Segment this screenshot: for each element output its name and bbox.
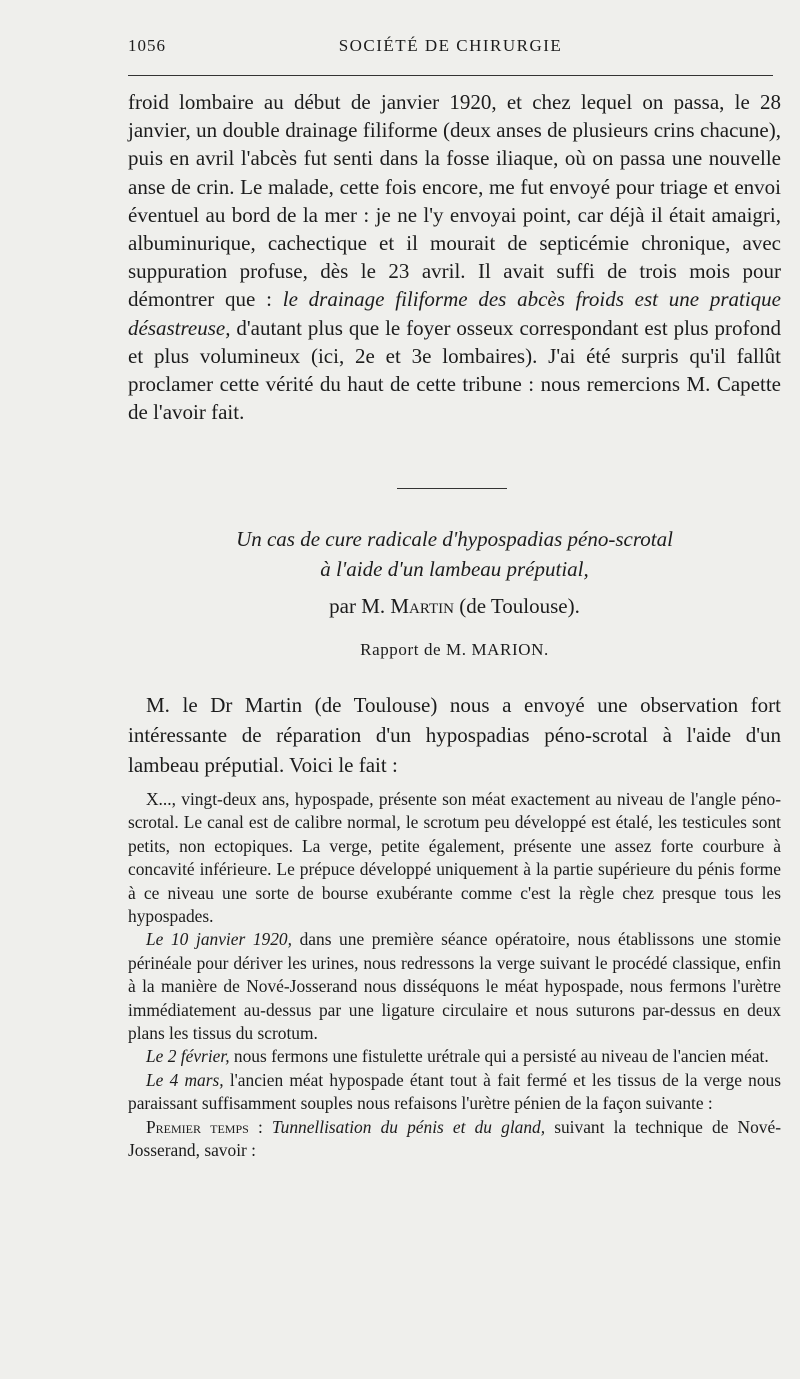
observation-section <box>128 788 781 1163</box>
article-byline <box>128 594 781 619</box>
step-label: Premier temps <box>146 1116 249 1137</box>
observation-text-3: l'ancien méat hypospade étant tout à fait fermé et les tissus de la verge nous paraissant suffisamment souples nous refaisons l'urètre pénien de la façon suivante : <box>128 1069 781 1114</box>
observation-paragraph-2 <box>128 928 781 1045</box>
intro-paragraph <box>128 690 781 780</box>
running-head: SOCIÉTÉ DE CHIRURGIE <box>338 36 563 55</box>
article-title-line-1: Un cas de cure radicale d'hypospadias péno-scrotal <box>236 527 673 551</box>
observation-paragraph-3 <box>128 1045 781 1068</box>
byline-suffix: (de Toulouse). <box>453 594 580 618</box>
observation-date-3: Le 4 mars, <box>146 1069 224 1090</box>
report-line: Rapport de M. MARION. <box>360 640 549 659</box>
section-separator <box>397 488 507 489</box>
header-rule <box>128 75 773 76</box>
observation-paragraph-5 <box>128 1116 781 1163</box>
continuation-text-b: d'autant plus que le foyer osseux correspondant est plus profond et plus volumineux (ici, 2e et 3e lombaires). J'ai été surpris qu'il fallût proclamer cette vérité du haut de cette tribune : nous remercions M. Capette de l'avoir fait. <box>128 315 781 425</box>
observation-date-1: Le 10 janvier 1920, <box>146 929 292 950</box>
intro-text: M. le Dr Martin (de Toulouse) nous a envoyé une observation fort intéressante de réparation d'un hypospadias péno-scrotal à l'aide d'un lambeau préputial. Voici le fait : <box>128 693 781 777</box>
observation-text-2: nous fermons une fistulette urétrale qui a persisté au niveau de l'ancien méat. <box>229 1046 769 1067</box>
continuation-emphasis: le drainage filiforme des abcès froids est une pratique désastreuse, <box>128 287 782 340</box>
observation-date-2: Le 2 février, <box>146 1046 230 1067</box>
step-separator: : <box>248 1116 272 1137</box>
observation-paragraph-4 <box>128 1069 781 1116</box>
step-title: Tunnellisation du pénis et du gland, <box>271 1116 546 1137</box>
page-number: 1056 <box>128 36 166 55</box>
continuation-text-a: froid lombaire au début de janvier 1920, et chez lequel on passa, le 28 janvier, un double drainage filiforme (deux anses de plusieurs crins chacune), puis en avril l'abcès fut senti dans la fosse iliaque, où on passa une nouvelle anse de crin. Le malade, cette fois encore, me fut envoyé pour triage et envoi éventuel au bord de la mer : je ne l'y envoyai point, car déjà il était amaigri, albuminurique, cachectique et il mourait de septicémie chronique, avec suppuration profuse, dès le 23 avril. Il avait suffi de trois mois pour démontrer que : <box>128 90 781 312</box>
author-name: Martin <box>390 594 454 618</box>
article-title-line-2: à l'aide d'un lambeau préputial, <box>320 557 589 581</box>
page-header <box>128 36 773 62</box>
step-text: suivant la technique de Nové-Josserand, savoir : <box>128 1116 781 1161</box>
continuation-paragraph <box>128 88 781 426</box>
observation-paragraph-1: X..., vingt-deux ans, hypospade, présente son méat exactement au niveau de l'angle péno-scrotal. Le canal est de calibre normal, le scrotum peu développé est étalé, les testicules sont petits, non ectopiques. La verge, petite également, présente une assez forte courbure à concavité inférieure. Le prépuce développé uniquement à la partie supérieure du pénis forme à ce niveau une sorte de bourse exubérante comme c'est la règle chez presque tous les hypospades. <box>128 789 781 927</box>
byline-prefix: par M. <box>329 594 391 618</box>
observation-text-1: dans une première séance opératoire, nous établissons une stomie périnéale pour dériver les urines, nous redressons la verge suivant le procédé classique, enfin à la manière de Nové-Josserand nous disséquons le méat hypospade, nous fermons l'urètre immédiatement au-dessus par une ligature circulaire et nous suturons par-dessus en deux plans les tissus du scrotum. <box>128 929 781 1044</box>
